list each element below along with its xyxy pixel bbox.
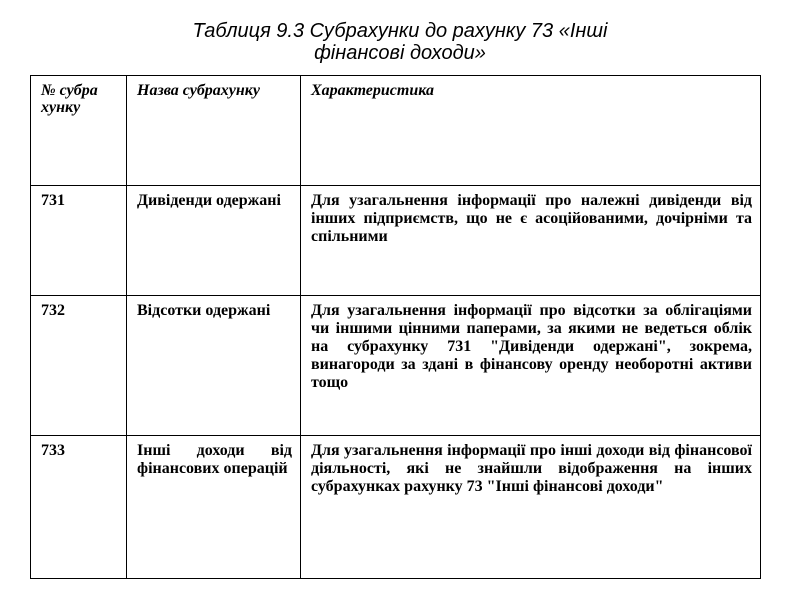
header-description: Характеристика — [301, 76, 761, 186]
table-row — [31, 296, 761, 436]
table-row — [31, 436, 761, 579]
cell-number: 732 — [31, 296, 127, 436]
table-caption-line-1: Таблиця 9.3 Субрахунки до рахунку 73 «Інші — [192, 20, 608, 42]
table-caption-line-2: фінансові доходи» — [314, 42, 486, 64]
header-number: № субра хунку — [31, 76, 127, 186]
header-row — [31, 76, 761, 186]
table-row — [31, 186, 761, 296]
cell-name: Відсотки одержані — [127, 296, 301, 436]
subaccounts-table — [30, 75, 761, 579]
cell-name: Дивіденди одержані — [127, 186, 301, 296]
cell-name: Інші доходи від фінансових операцій — [127, 436, 301, 579]
cell-number: 731 — [31, 186, 127, 296]
cell-description: Для узагальнення інформації про відсотки за облігаціями чи іншими цінними паперами, за якими не ведеться облік на субрахунку 731 "Дивіденди одержані", зокрема, винагороди за здані в фінансову оренду необоротні активи тощо — [301, 296, 761, 436]
table-caption — [0, 20, 800, 64]
cell-number: 733 — [31, 436, 127, 579]
cell-description: Для узагальнення інформації про інші доходи від фінансової діяльності, які не знайшли відображення на інших субрахунках рахунку 73 "Інші фінансові доходи" — [301, 436, 761, 579]
header-name: Назва субрахунку — [127, 76, 301, 186]
cell-description: Для узагальнення інформації про належні дивіденди від інших підприємств, що не є асоційованими, дочірніми та спільними — [301, 186, 761, 296]
